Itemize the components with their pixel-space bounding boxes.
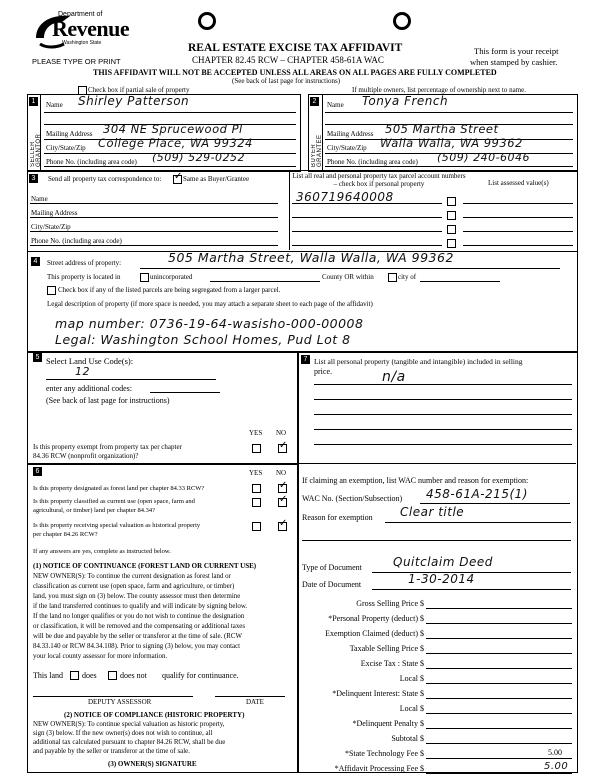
- personal-property-deduct-label: *Personal Property (deduct) $: [328, 614, 424, 623]
- unincorporated-checkbox[interactable]: [140, 273, 149, 282]
- segregated-checkbox[interactable]: [47, 286, 56, 295]
- historic-yes-checkbox[interactable]: [252, 522, 261, 531]
- notice-line: your local county assessor for more information.: [33, 653, 168, 660]
- notice-compliance-head: (2) NOTICE OF COMPLIANCE (HISTORIC PROPERTY): [64, 711, 245, 719]
- personal-property-checkbox-2[interactable]: [447, 211, 456, 220]
- receipt-note-1: This form is your receipt: [474, 46, 559, 56]
- deputy-assessor-label: DEPUTY ASSESSOR: [88, 698, 152, 706]
- notice-line: NEW OWNER(S): To continue the current designation as forest land or: [33, 573, 231, 580]
- notice-continuance-head: (1) NOTICE OF CONTINUANCE (FOREST LAND OR CURRENT USE): [33, 562, 257, 570]
- gross-selling-price-label: Gross Selling Price $: [356, 599, 424, 608]
- exempt-yes-checkbox[interactable]: [252, 444, 261, 453]
- agency-top: Department of: [58, 11, 103, 18]
- taxable-selling-price-label: Taxable Selling Price $: [349, 644, 424, 653]
- located-in-label: This property is located in: [47, 273, 121, 281]
- seller-phone-label: Phone No. (including area code): [46, 158, 137, 166]
- forest-no-checkbox[interactable]: [278, 484, 287, 493]
- exemption-label: If claiming an exemption, list WAC number and reason for exemption:: [302, 476, 529, 485]
- doc-date-label: Date of Document: [302, 580, 362, 589]
- notice-line: classification as current use (open space, farm and agriculture, or timber): [33, 583, 235, 590]
- subtotal-label: Subtotal $: [391, 734, 424, 743]
- parcel-header: List all real and personal property tax parcel account numbers – check box if personal property: [292, 172, 466, 188]
- seller-address-label: Mailing Address: [46, 130, 93, 138]
- owner-signature-head: (3) OWNER(S) SIGNATURE: [108, 760, 197, 768]
- see-back-note: (See back of last page for instructions): [232, 77, 341, 85]
- agency-state: Washington State: [62, 40, 102, 46]
- land-use-label: Select Land Use Code(s):: [46, 356, 134, 366]
- historic-question-2: per chapter 84.26 RCW?: [33, 531, 98, 538]
- notice-line: land, you must sign on (3) below. The county assessor must then determine: [33, 593, 241, 600]
- qualify-label: qualify for continuance.: [162, 671, 239, 680]
- seller-name-field[interactable]: Shirley Patterson: [78, 94, 190, 108]
- city-of-label: city of: [398, 273, 417, 281]
- does-not-checkbox[interactable]: [108, 671, 117, 680]
- seller-city-label: City/State/Zip: [46, 144, 86, 152]
- does-not-label: does not: [120, 671, 147, 680]
- notice-line: additional tax calculated pursuant to chapter 84.26 RCW, shall be due: [33, 739, 226, 746]
- corr-address-label: Mailing Address: [31, 209, 78, 217]
- receipt-note-2: when stamped by cashier.: [470, 57, 558, 67]
- state-technology-fee-value: 5.00: [548, 748, 562, 757]
- current-use-yes-checkbox[interactable]: [252, 498, 261, 507]
- forest-yes-checkbox[interactable]: [252, 484, 261, 493]
- personal-property-checkbox-1[interactable]: [447, 197, 456, 206]
- unincorporated-label: unincorporated: [150, 273, 193, 281]
- seller-phone-field[interactable]: (509) 529-0252: [152, 151, 246, 164]
- this-land-label: This land: [33, 671, 63, 680]
- current-use-no-checkbox[interactable]: [278, 498, 287, 507]
- s5-yes-header: YES: [249, 429, 263, 437]
- form-subtitle: CHAPTER 82.45 RCW – CHAPTER 458-61A WAC: [192, 55, 384, 65]
- notice-line: will be due and payable by the seller or transferor at the time of sale. (RCW: [33, 633, 242, 640]
- s6-yes-header: YES: [249, 469, 263, 477]
- section-3-number: 3: [29, 174, 38, 183]
- any-yes-note: If any answers are yes, complete as instructed below.: [33, 548, 171, 555]
- does-checkbox[interactable]: [70, 671, 79, 680]
- excise-tax-local-label: Local $: [399, 674, 424, 683]
- legal-description-line-1[interactable]: map number: 0736-19-64-wasisho-000-00008: [55, 316, 364, 331]
- land-use-see-back: (See back of last page for instructions): [46, 396, 170, 405]
- notice-continuance-text: [33, 572, 247, 662]
- notice-line: and payable by the seller or transferor at the time of sale.: [33, 748, 190, 755]
- form-title: REAL ESTATE EXCISE TAX AFFIDAVIT: [188, 42, 403, 54]
- personal-property-checkbox-4[interactable]: [447, 239, 456, 248]
- seller-name-label: Name: [46, 101, 63, 109]
- buyer-address-field[interactable]: 505 Martha Street: [385, 122, 499, 136]
- section-1-number: 1: [29, 97, 38, 106]
- same-as-buyer-checkbox[interactable]: [173, 175, 182, 184]
- assessed-value-header: List assessed value(s): [488, 179, 549, 187]
- excise-tax-state-label: Excise Tax : State $: [360, 659, 424, 668]
- delinquent-interest-local-label: Local $: [399, 704, 424, 713]
- delinquent-interest-state-label: *Delinquent Interest: State $: [332, 689, 424, 698]
- notice-line: 84.33.140 or RCW 84.34.108). Prior to signing (3) below, you may contact: [33, 643, 241, 650]
- historic-no-checkbox[interactable]: [278, 522, 287, 531]
- seller-side-label: SELLER GRANTOR: [30, 133, 42, 167]
- notice-line: sign (3) below. If the new owner(s) does not wish to continue, all: [33, 730, 213, 737]
- current-use-question-2: agricultural, or timber) land per chapter 84.34?: [33, 507, 156, 514]
- buyer-city-field[interactable]: Walla Walla, WA 99362: [380, 136, 523, 150]
- buyer-name-field[interactable]: Tonya French: [362, 94, 449, 108]
- affidavit-processing-fee-value[interactable]: 5.00: [544, 761, 569, 772]
- county-label: County OR within: [322, 273, 374, 281]
- notice-line: if the land transferred continues to qualify and will indicate by signing below.: [33, 603, 248, 610]
- punch-hole-left: [198, 12, 216, 30]
- historic-question-1: Is this property receiving special valuation as historical property: [33, 522, 201, 529]
- seller-address-field[interactable]: 304 NE Sprucewood Pl: [103, 122, 243, 136]
- notice-line: NEW OWNER(S): To continue special valuation as historic property,: [33, 721, 225, 728]
- corr-phone-label: Phone No. (including area code): [31, 237, 122, 245]
- agency-name: Revenue: [52, 16, 130, 41]
- exempt-question-2: 84.36 RCW (nonprofit organization)?: [33, 452, 139, 460]
- street-address-label: Street address of property:: [47, 259, 122, 267]
- segregated-label: Check box if any of the listed parcels are being segregated from a larger parcel.: [58, 286, 281, 294]
- doc-type-field[interactable]: Quitclaim Deed: [393, 555, 493, 569]
- reason-label: Reason for exemption: [302, 513, 373, 522]
- additional-codes-label: enter any additional codes:: [46, 384, 132, 393]
- personal-property-checkbox-3[interactable]: [447, 225, 456, 234]
- corr-city-label: City/State/Zip: [31, 223, 71, 231]
- notice-line: If the land no longer qualifies or you do not wish to continue the designation: [33, 613, 245, 620]
- within-city-checkbox[interactable]: [388, 273, 397, 282]
- buyer-city-label: City/State/Zip: [327, 144, 367, 152]
- send-correspondence-label: Send all property tax correspondence to:: [48, 175, 162, 183]
- buyer-address-label: Mailing Address: [327, 130, 374, 138]
- multiple-owners-note: If multiple owners, list percentage of ownership next to name.: [352, 86, 526, 94]
- current-use-question-1: Is this property classified as current use (open space, farm and: [33, 498, 195, 505]
- affidavit-processing-fee-label: *Affidavit Processing Fee $: [334, 764, 424, 773]
- personal-property-label-2: price.: [314, 367, 332, 376]
- section-6-number: 6: [33, 467, 42, 476]
- same-as-buyer-label: Same as Buyer/Grantee: [183, 175, 250, 183]
- doc-date-field[interactable]: 1-30-2014: [408, 572, 475, 586]
- street-address-field[interactable]: 505 Martha Street, Walla Walla, WA 99362: [168, 250, 454, 265]
- punch-hole-right: [393, 12, 411, 30]
- section-4-number: 4: [31, 257, 40, 266]
- warning-text: THIS AFFIDAVIT WILL NOT BE ACCEPTED UNLESS ALL AREAS ON ALL PAGES ARE FULLY COMPLETED: [93, 68, 497, 77]
- type-print-note: PLEASE TYPE OR PRINT: [32, 57, 121, 66]
- wac-field[interactable]: 458-61A-215(1): [426, 487, 528, 501]
- s6-no-header: NO: [276, 469, 287, 477]
- reason-field[interactable]: Clear title: [400, 505, 465, 519]
- date-label: DATE: [246, 698, 264, 706]
- exempt-question-1: Is this property exempt from property tax per chapter: [33, 443, 182, 451]
- notice-line: or classification, it will be removed and the compensating or additional taxes: [33, 623, 246, 630]
- legal-description-line-2[interactable]: Legal: Washington School Homes, Pud Lot 8: [55, 332, 351, 347]
- land-use-code-field[interactable]: 12: [75, 365, 90, 378]
- buyer-phone-label: Phone No. (including area code): [327, 158, 418, 166]
- buyer-phone-field[interactable]: (509) 240-6046: [437, 151, 531, 164]
- legal-description-label: Legal description of property (if more space is needed, you may attach a separate sheet to each page of the affidavit): [47, 300, 373, 308]
- personal-property-label-1: List all personal property (tangible and intangible) included in selling: [314, 357, 523, 366]
- exempt-no-checkbox[interactable]: [278, 444, 287, 453]
- partial-sale-label: Check box if partial sale of property: [88, 86, 190, 94]
- section-5-number: 5: [33, 353, 42, 362]
- forest-land-question: Is this property designated as forest land per chapter 84.33 RCW?: [33, 485, 205, 492]
- state-technology-fee-label: *State Technology Fee $: [344, 749, 424, 758]
- buyer-side-label: BUYER GRANTEE: [311, 134, 323, 167]
- does-label: does: [82, 671, 97, 680]
- seller-city-field[interactable]: College Place, WA 99324: [98, 136, 253, 150]
- wac-label: WAC No. (Section/Subsection): [302, 494, 403, 503]
- section-2-number: 2: [310, 97, 319, 106]
- section-7-number: 7: [301, 355, 310, 364]
- personal-property-field[interactable]: n/a: [382, 369, 406, 385]
- delinquent-penalty-label: *Delinquent Penalty $: [352, 719, 424, 728]
- corr-name-label: Name: [31, 195, 48, 203]
- buyer-name-label: Name: [327, 101, 344, 109]
- exemption-claimed-label: Exemption Claimed (deduct) $: [325, 629, 424, 638]
- notice-compliance-text: [33, 720, 225, 756]
- parcel-number-field[interactable]: 360719640008: [296, 190, 394, 204]
- s5-no-header: NO: [276, 429, 287, 437]
- doc-type-label: Type of Document: [302, 563, 362, 572]
